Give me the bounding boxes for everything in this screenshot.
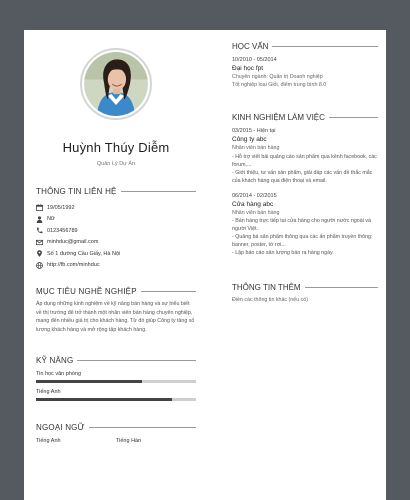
contact-phone: 0123456789 xyxy=(36,225,196,237)
contact-gender: Nữ xyxy=(36,214,196,226)
divider xyxy=(121,191,196,192)
job-company: Công ty abc xyxy=(232,136,267,143)
contact-email: minhduc@gmail.com xyxy=(36,237,196,249)
job-position: Nhân viên bán hàng xyxy=(232,145,280,151)
objective-title: MỤC TIÊU NGHỀ NGHIỆP xyxy=(36,287,196,296)
avatar xyxy=(84,52,148,116)
language-item: Tiếng Anh xyxy=(36,438,61,445)
calendar-icon xyxy=(36,204,43,211)
divider xyxy=(77,360,196,361)
more-info-text: Điền các thông tin khác (nếu có) xyxy=(232,297,308,303)
more-info-section xyxy=(232,283,378,305)
skills-title: KỸ NĂNG xyxy=(36,356,196,365)
experience-section xyxy=(232,113,378,257)
divider xyxy=(89,427,196,428)
more-info-title: THÔNG TIN THÊM xyxy=(232,283,378,292)
location-icon xyxy=(36,250,43,257)
skill-bar xyxy=(36,398,196,401)
avatar-frame xyxy=(80,48,152,120)
divider xyxy=(141,291,196,292)
education-date: 10/2010 - 05/2014 xyxy=(232,57,277,63)
contact-address: Số 1 đường Cầu Giấy, Hà Nội xyxy=(36,248,196,260)
job-item xyxy=(232,128,378,185)
contact-dob: 19/05/1992 xyxy=(36,202,196,214)
education-school: Đại học fpt xyxy=(232,65,264,72)
education-grade: Tốt nghiệp loại Giỏi, điểm trung bình 8.0 xyxy=(232,81,327,88)
person-icon xyxy=(36,216,43,223)
experience-title: KINH NGHIỆM LÀM VIỆC xyxy=(232,113,378,122)
job-item xyxy=(232,193,378,258)
education-title: HỌC VẤN xyxy=(232,42,378,51)
contact-section xyxy=(36,187,196,271)
education-section xyxy=(232,42,378,89)
job-date: 06/2014 - 02/2015 xyxy=(232,192,277,199)
cv-paper xyxy=(24,30,386,500)
contact-website: http://fb.com/minhduc xyxy=(36,260,196,272)
skill-bar-fill xyxy=(36,380,142,383)
email-icon xyxy=(36,239,43,246)
objective-section xyxy=(36,287,196,334)
right-column xyxy=(232,42,378,305)
objective-text: Áp dụng những kinh nghiệm về kỹ năng bán hàng và sự hiểu biết về thị trường để trở thành một nhân viên bán hàng chuyên nghiệp, mang đến nhiều giá trị cho khách hàng. Từ đó giúp Công ty tăng số lượng khách hàng và mở rộng tập khách hàng. xyxy=(36,301,195,333)
skills-section xyxy=(36,356,196,401)
job-date: 03/2015 - Hiện tại xyxy=(232,128,276,134)
skill-bar xyxy=(36,380,196,383)
divider xyxy=(305,287,378,288)
skill-label: Tin học văn phòng xyxy=(36,371,82,378)
languages-title: NGOẠI NGỮ xyxy=(36,423,196,432)
phone-icon xyxy=(36,227,43,234)
languages-list xyxy=(36,438,196,444)
contact-title: THÔNG TIN LIÊN HỆ xyxy=(36,187,196,196)
skill-bar-fill xyxy=(36,398,172,401)
divider xyxy=(272,46,378,47)
language-item: Tiếng Hàn xyxy=(116,438,142,445)
skill-label: Tiếng Anh xyxy=(36,389,61,396)
left-column xyxy=(36,48,196,444)
person-name: Huỳnh Thúy Diễm xyxy=(62,140,170,155)
divider xyxy=(329,117,378,118)
education-major: Chuyên ngành: Quản trị Doanh nghiệp xyxy=(232,74,323,80)
globe-icon xyxy=(36,262,43,269)
languages-section xyxy=(36,423,196,444)
job-description: - Bán hàng trực tiếp tại cửa hàng cho người nước ngoài và người Việt. - Quảng bá sản phẩm thông qua các ấn phẩm truyền thông: banner, poster, tờ rơi... - Lập báo cáo sản lượng bán ra hàng ngày. xyxy=(232,218,373,256)
job-company: Cửa hàng abc xyxy=(232,200,274,208)
person-role: Quản Lý Dự Án xyxy=(96,161,136,167)
job-description: - Hỗ trợ viết bài quảng cáo sản phẩm qua kênh facebook, các forum,... - Giới thiệu, tư vấn sản phẩm, giải đáp các vấn đề thắc mắc của khách hàng qua điện thoại và email. xyxy=(232,153,377,184)
job-position: Nhân viên bán hàng xyxy=(232,209,280,216)
